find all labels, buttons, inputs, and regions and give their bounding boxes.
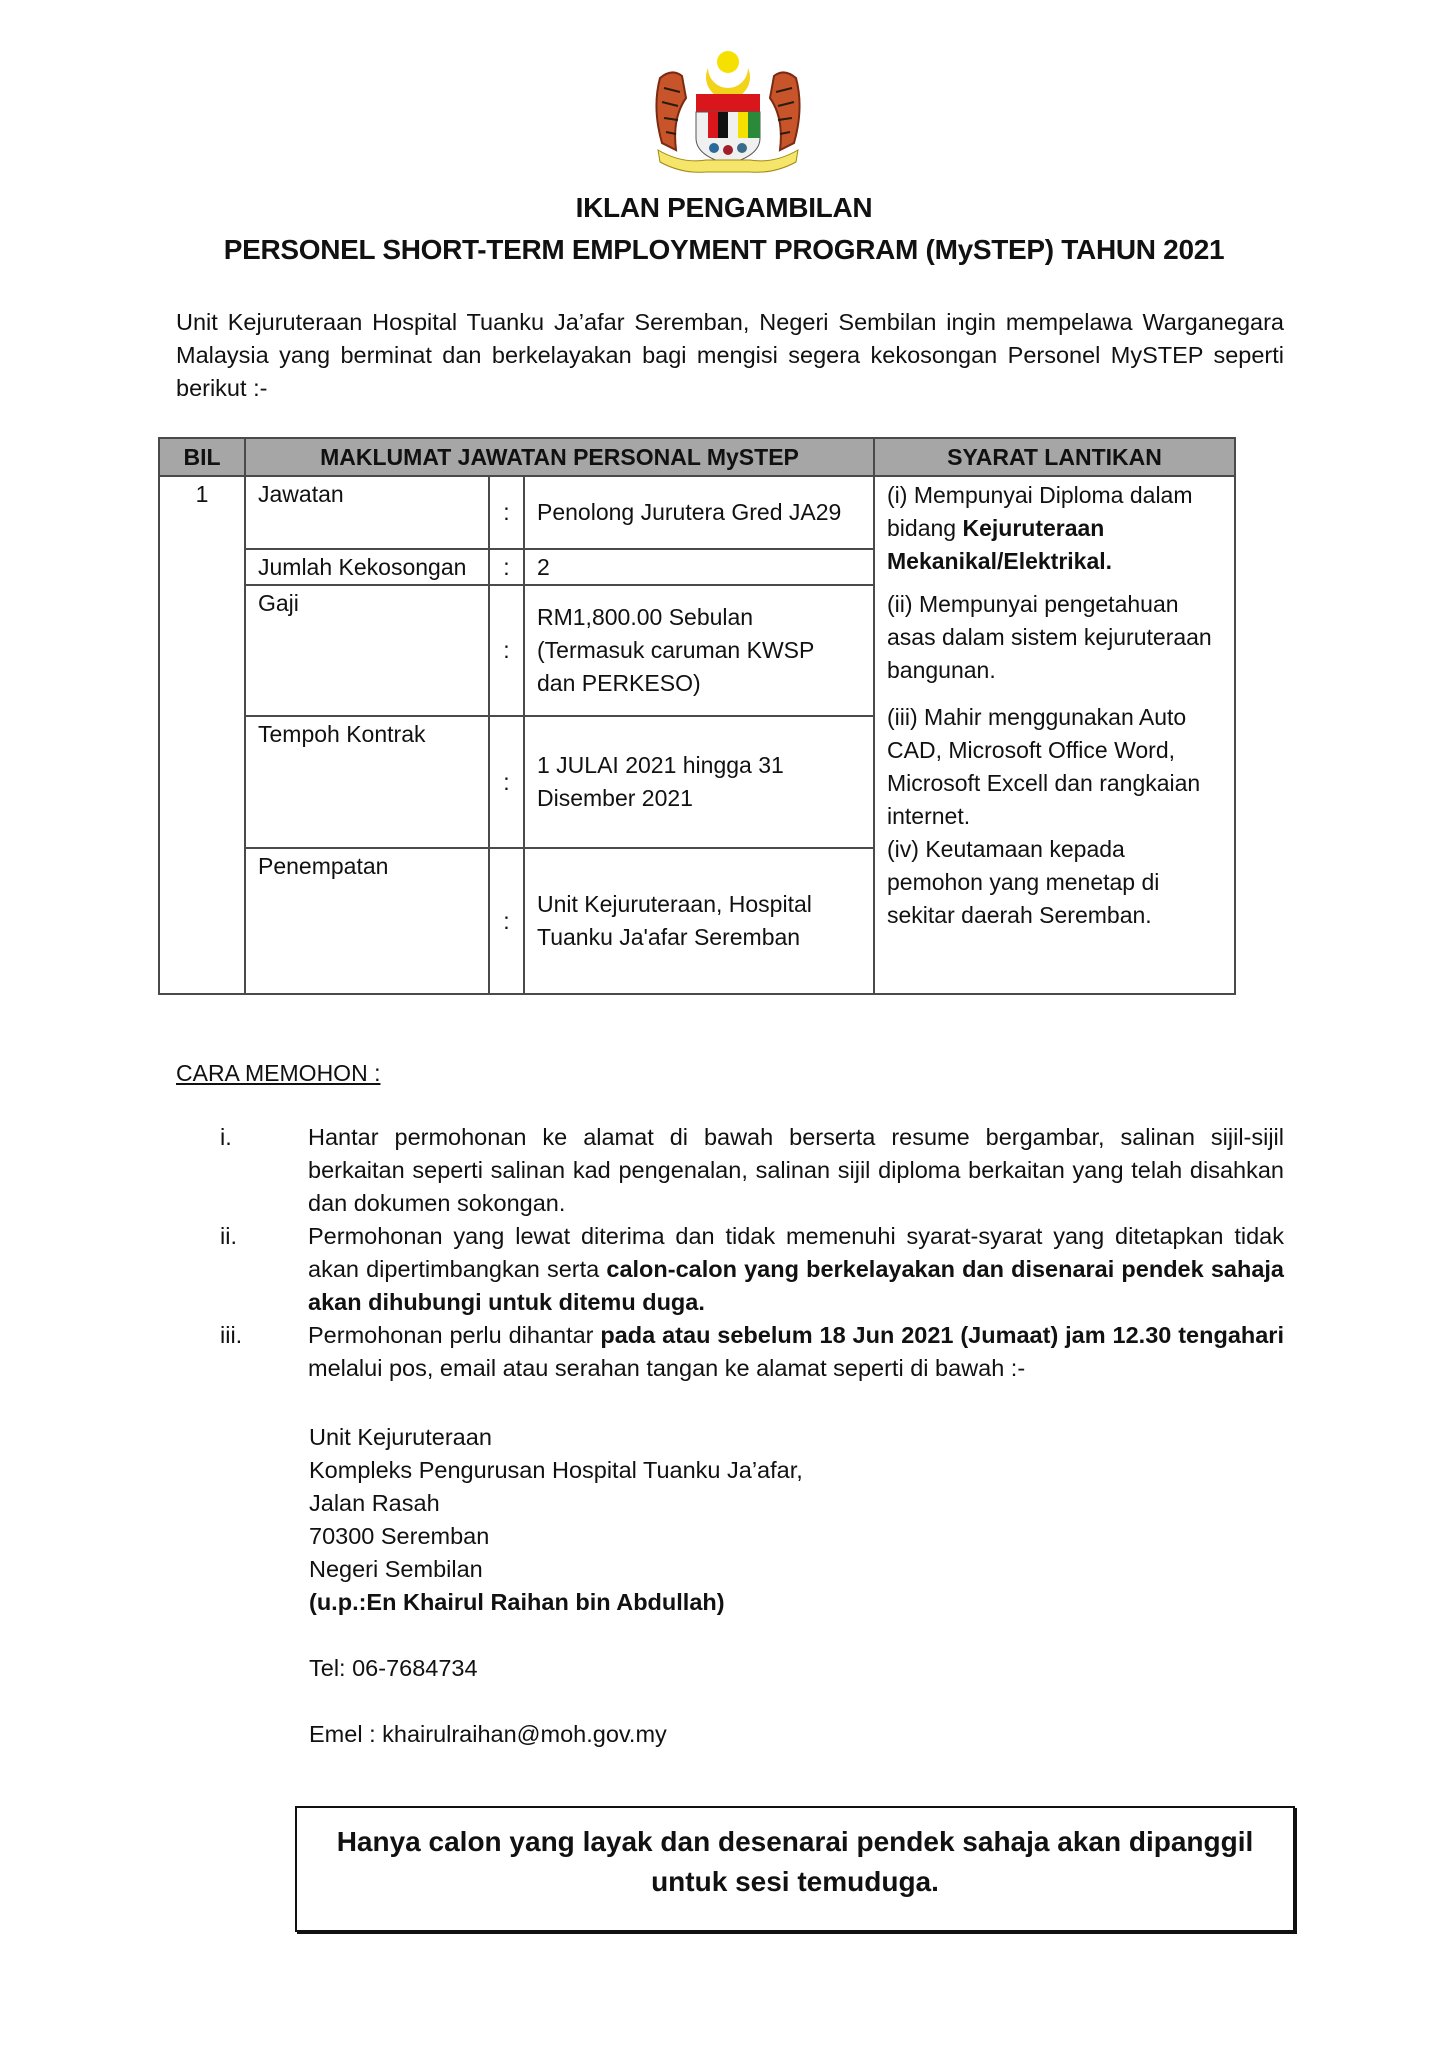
- notice-box: Hanya calon yang layak dan desenarai pendek sahaja akan dipanggil untuk sesi temuduga.: [295, 1806, 1295, 1932]
- requirement-2: (ii) Mempunyai pengetahuan asas dalam sistem kejuruteraan bangunan.: [887, 591, 1212, 683]
- header-bil: BIL: [159, 438, 245, 476]
- header-syarat: SYARAT LANTIKAN: [874, 438, 1235, 476]
- attention-line: (u.p.:En Khairul Raihan bin Abdullah): [309, 1589, 725, 1615]
- table-row: [159, 476, 1235, 549]
- list-item: ii. Permohonan yang lewat diterima dan tidak memenuhi syarat-syarat yang ditetapkan tidak akan dipertimbangkan serta calon-calon yang berkelayakan dan disenarai pendek sahaja akan dihubungi untuk ditemu duga.: [220, 1223, 1284, 1315]
- colon: :: [489, 848, 524, 994]
- intro-paragraph: Unit Kejuruteraan Hospital Tuanku Ja’afar Seremban, Negeri Sembilan ingin mempelawa Warganegara Malaysia yang berminat dan berkelayakan bagi mengisi segera kekosongan Personel MySTEP seperti berikut :-: [176, 309, 1284, 401]
- label-penempatan: Penempatan: [245, 848, 489, 994]
- table-header-row: [159, 438, 1235, 476]
- value-jumlah-kekosongan: 2: [524, 549, 874, 585]
- label-jawatan: Jawatan: [245, 476, 489, 549]
- colon: :: [489, 476, 524, 549]
- phone-number: Tel: 06-7684734: [309, 1655, 478, 1681]
- address-line: 70300 Seremban: [309, 1523, 490, 1549]
- row-number: 1: [159, 476, 245, 994]
- value-jawatan: Penolong Jurutera Gred JA29: [524, 476, 874, 549]
- page-subtitle: PERSONEL SHORT-TERM EMPLOYMENT PROGRAM (MySTEP) TAHUN 2021: [223, 234, 1225, 265]
- address-line: Unit Kejuruteraan: [309, 1424, 492, 1450]
- header-maklumat: MAKLUMAT JAWATAN PERSONAL MySTEP: [245, 438, 874, 476]
- application-steps: [176, 1121, 1284, 1385]
- address-line: Kompleks Pengurusan Hospital Tuanku Ja’afar,: [309, 1457, 803, 1483]
- colon: :: [489, 716, 524, 848]
- job-details-table: [158, 437, 1236, 995]
- mailing-address: [309, 1421, 803, 1751]
- requirements-cell: [874, 476, 1235, 994]
- requirement-1: (i) Mempunyai Diploma dalam bidang Kejuruteraan Mekanikal/Elektrikal.: [887, 482, 1193, 574]
- value-gaji: RM1,800.00 Sebulan (Termasuk caruman KWSP dan PERKESO): [524, 585, 874, 716]
- how-to-apply-heading: CARA MEMOHON :: [176, 1060, 381, 1086]
- requirement-3: (iii) Mahir menggunakan Auto CAD, Microsoft Office Word, Microsoft Excell dan rangkaian internet.: [887, 704, 1201, 829]
- value-penempatan: Unit Kejuruteraan, Hospital Tuanku Ja'afar Seremban: [524, 848, 874, 994]
- value-tempoh-kontrak: 1 JULAI 2021 hingga 31 Disember 2021: [524, 716, 874, 848]
- email-link[interactable]: Emel : khairulraihan@moh.gov.my: [309, 1721, 667, 1747]
- list-item: iii. Permohonan perlu dihantar pada atau sebelum 18 Jun 2021 (Jumaat) jam 12.30 tengahari melalui pos, email atau serahan tangan ke alamat seperti di bawah :-: [220, 1322, 1284, 1381]
- colon: :: [489, 585, 524, 716]
- address-line: Jalan Rasah: [309, 1490, 440, 1516]
- address-line: Negeri Sembilan: [309, 1556, 483, 1582]
- label-gaji: Gaji: [245, 585, 489, 716]
- list-item: i. Hantar permohonan ke alamat di bawah berserta resume bergambar, salinan sijil-sijil berkaitan seperti salinan kad pengenalan, salinan sijil diploma berkaitan yang telah disahkan dan dokumen sokongan.: [220, 1124, 1284, 1216]
- label-jumlah-kekosongan: Jumlah Kekosongan: [245, 549, 489, 585]
- coat-of-arms-icon: [642, 38, 814, 178]
- page-title: IKLAN PENGAMBILAN: [575, 192, 873, 223]
- colon: :: [489, 549, 524, 585]
- requirement-4: (iv) Keutamaan kepada pemohon yang menetap di sekitar daerah Seremban.: [887, 836, 1160, 928]
- label-tempoh-kontrak: Tempoh Kontrak: [245, 716, 489, 848]
